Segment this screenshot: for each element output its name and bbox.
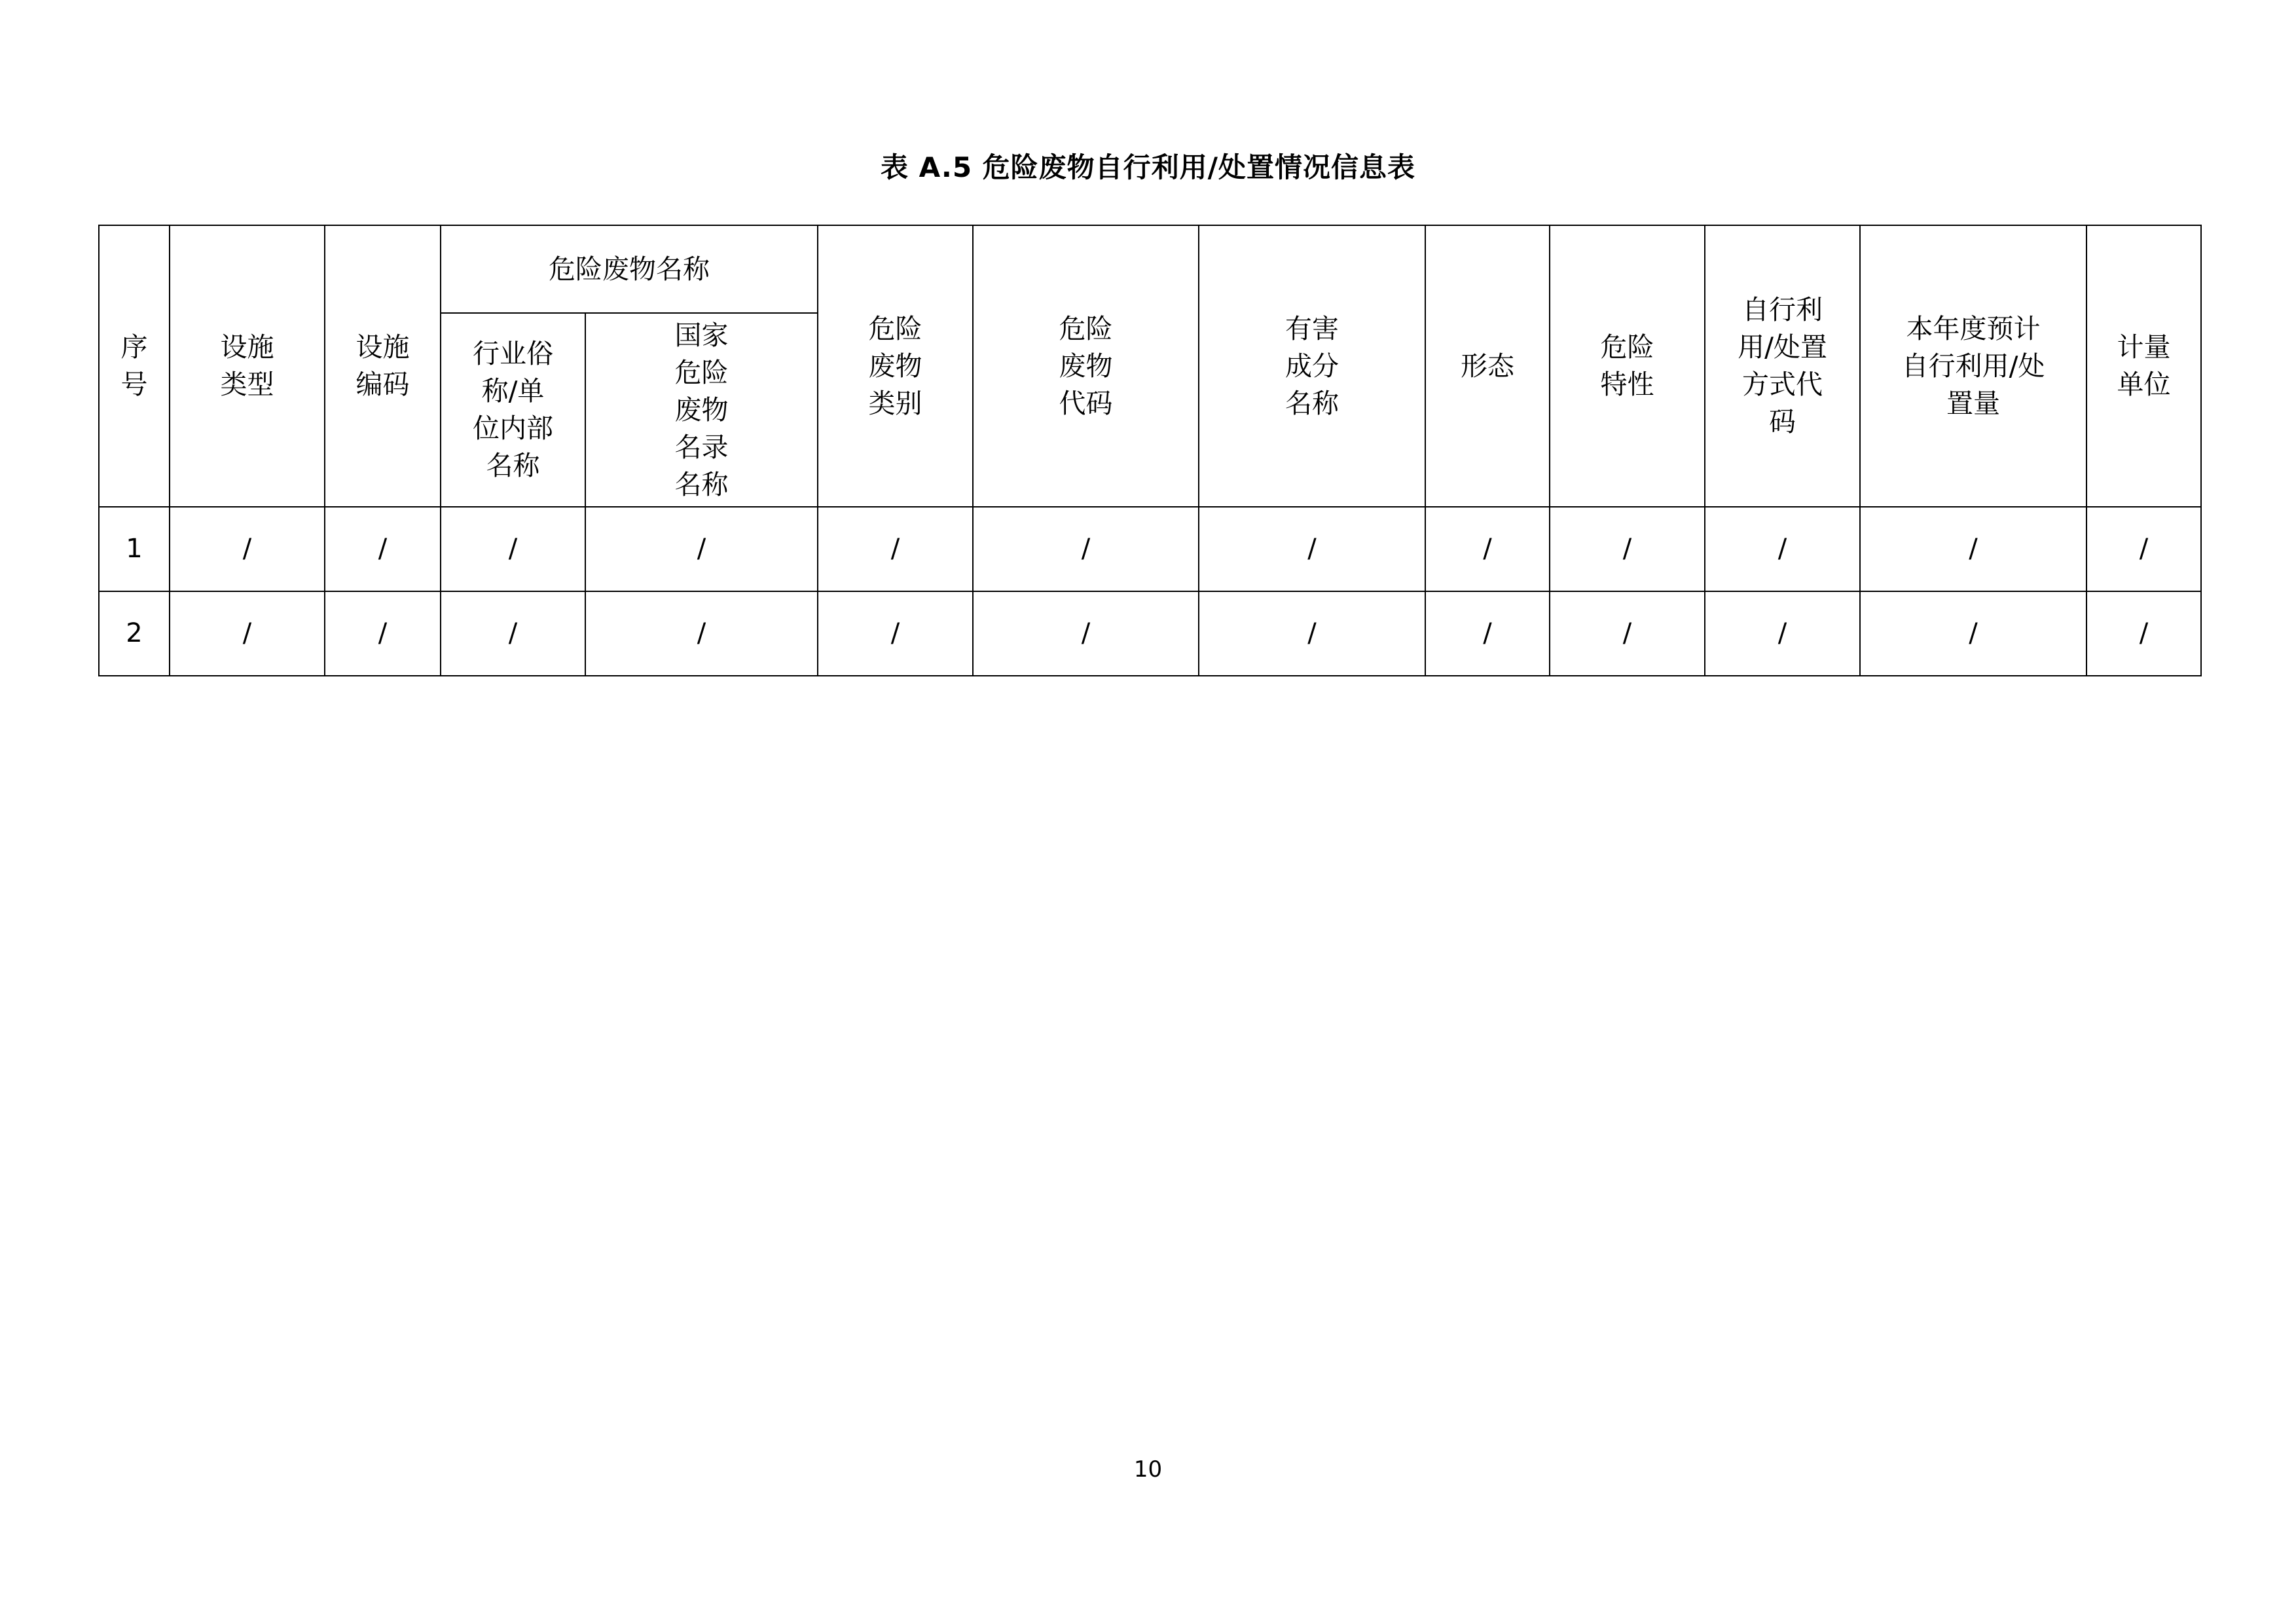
- hazardous-waste-disposal-table: [98, 225, 2202, 676]
- table-cell: /: [973, 591, 1199, 676]
- table-cell: 2: [99, 591, 170, 676]
- table-cell: /: [170, 507, 325, 591]
- table-cell: 1: [99, 507, 170, 591]
- table-cell: /: [1425, 507, 1550, 591]
- table-cell: /: [1550, 507, 1705, 591]
- table-cell: /: [1860, 507, 2086, 591]
- table-title: 表 A.5 危险废物自行利用/处置情况信息表: [880, 151, 1416, 183]
- header-national-list-name: 国家 危险 废物 名录 名称: [585, 313, 818, 507]
- table-cell: /: [325, 507, 441, 591]
- table-cell: /: [585, 507, 818, 591]
- table-cell: /: [585, 591, 818, 676]
- header-annual-estimated-amount: 本年度预计 自行利用/处 置量: [1860, 225, 2086, 507]
- table-row: [99, 591, 2201, 676]
- table-cell: /: [1199, 591, 1425, 676]
- table-cell: /: [325, 591, 441, 676]
- table-cell: /: [1425, 591, 1550, 676]
- header-form: 形态: [1425, 225, 1550, 507]
- table-cell: /: [441, 507, 585, 591]
- header-row-top: [99, 225, 2201, 313]
- table-cell: /: [1550, 591, 1705, 676]
- header-unit: 计量 单位: [2086, 225, 2201, 507]
- table-cell: /: [170, 591, 325, 676]
- table-cell: /: [1705, 591, 1860, 676]
- table-cell: /: [1860, 591, 2086, 676]
- page-number: 10: [1133, 1456, 1163, 1483]
- header-facility-type: 设施 类型: [170, 225, 325, 507]
- table-cell: /: [818, 507, 973, 591]
- header-waste-code: 危险 废物 代码: [973, 225, 1199, 507]
- header-waste-category: 危险 废物 类别: [818, 225, 973, 507]
- table-cell: /: [818, 591, 973, 676]
- header-disposal-method-code: 自行利 用/处置 方式代 码: [1705, 225, 1860, 507]
- table-cell: /: [2086, 507, 2201, 591]
- table-cell: /: [1705, 507, 1860, 591]
- table-cell: /: [2086, 591, 2201, 676]
- table-cell: /: [1199, 507, 1425, 591]
- header-hazard-characteristics: 危险 特性: [1550, 225, 1705, 507]
- header-hazardous-components: 有害 成分 名称: [1199, 225, 1425, 507]
- table-cell: /: [441, 591, 585, 676]
- table-row: [99, 507, 2201, 591]
- header-industry-name: 行业俗 称/单 位内部 名称: [441, 313, 585, 507]
- table-cell: /: [973, 507, 1199, 591]
- header-waste-name-group: 危险废物名称: [441, 225, 818, 313]
- header-seq: 序 号: [99, 225, 170, 507]
- header-facility-code: 设施 编码: [325, 225, 441, 507]
